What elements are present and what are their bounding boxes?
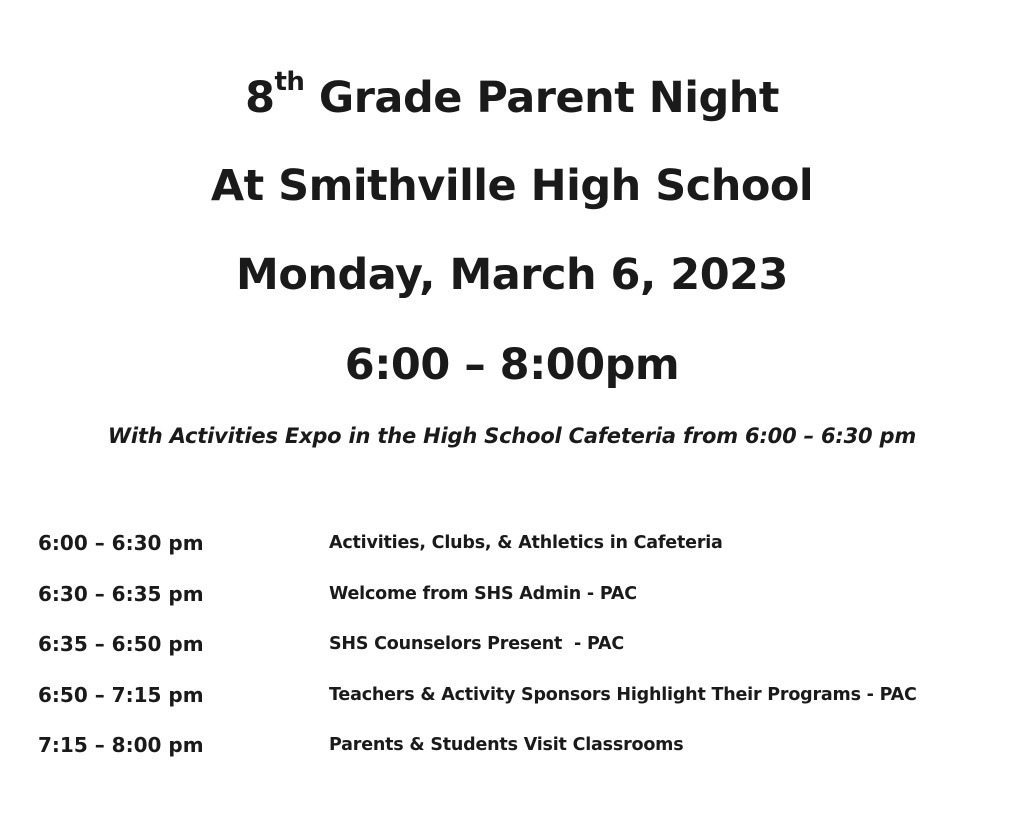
grade-ordinal-suffix: th (274, 67, 305, 97)
schedule-time: 6:50 – 7:15 pm (38, 682, 204, 707)
schedule-row (38, 679, 998, 730)
schedule-row (38, 628, 998, 679)
event-location: At Smithville High School (210, 161, 814, 211)
grade-number: 8 (245, 73, 275, 123)
schedule-activity: Parents & Students Visit Classrooms (329, 735, 684, 755)
schedule-time: 6:30 – 6:35 pm (38, 581, 204, 606)
event-date: Monday, March 6, 2023 (236, 250, 788, 300)
event-time-range: 6:00 – 8:00pm (344, 340, 680, 390)
schedule-activity: Welcome from SHS Admin - PAC (329, 583, 637, 604)
schedule-row (38, 578, 998, 629)
schedule-activity: SHS Counselors Present - PAC (329, 634, 624, 654)
schedule-activity: Teachers & Activity Sponsors Highlight Their Programs - PAC (329, 684, 917, 705)
event-title-text: Grade Parent Night (304, 73, 779, 123)
schedule-time: 7:15 – 8:00 pm (38, 733, 204, 757)
schedule-time: 6:35 – 6:50 pm (38, 632, 204, 656)
activities-expo-note: With Activities Expo in the High School Cafeteria from 6:00 – 6:30 pm (107, 424, 917, 448)
schedule-activity: Activities, Clubs, & Athletics in Cafeteria (329, 533, 723, 553)
event-title (0, 67, 1024, 123)
schedule-row (38, 527, 998, 578)
schedule-time: 6:00 – 6:30 pm (38, 531, 204, 555)
schedule-row (38, 729, 998, 780)
schedule-list (38, 527, 998, 780)
